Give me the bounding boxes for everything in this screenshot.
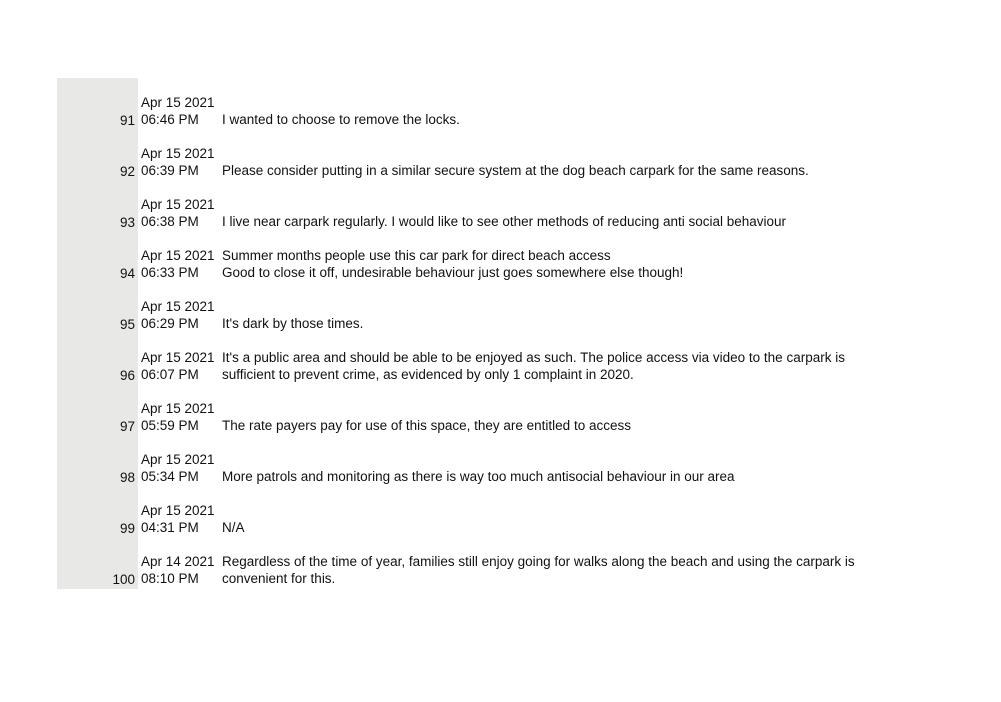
row-number: 92 <box>119 164 135 179</box>
comment-line <box>222 94 942 111</box>
row-comment <box>222 451 942 485</box>
row-datetime <box>141 349 221 383</box>
row-date: Apr 14 2021 <box>141 554 215 569</box>
comment-line <box>222 145 942 162</box>
row-number: 93 <box>119 215 135 230</box>
comment-line: It's dark by those times. <box>222 316 364 331</box>
row-time: 04:31 PM <box>141 520 199 535</box>
row-number: 96 <box>119 368 135 383</box>
row-date: Apr 15 2021 <box>141 248 215 263</box>
row-datetime <box>141 502 221 536</box>
row-number: 97 <box>119 419 135 434</box>
comment-line: I live near carpark regularly. I would like to see other methods of reducing anti social behaviour <box>222 214 787 229</box>
table-row <box>57 94 957 130</box>
row-comment <box>222 94 942 128</box>
row-time: 08:10 PM <box>141 571 199 586</box>
row-number: 98 <box>119 470 135 485</box>
table-row <box>57 349 957 385</box>
row-date: Apr 15 2021 <box>141 401 215 416</box>
table-row <box>57 400 957 436</box>
table-row <box>57 298 957 334</box>
comment-line <box>222 400 942 417</box>
comment-line: I wanted to choose to remove the locks. <box>222 112 460 127</box>
comment-line: N/A <box>222 520 245 535</box>
row-date: Apr 15 2021 <box>141 452 215 467</box>
row-datetime <box>141 553 221 587</box>
comment-line: Please consider putting in a similar secure system at the dog beach carpark for the same reasons. <box>222 163 809 178</box>
row-time: 06:33 PM <box>141 265 199 280</box>
row-comment <box>222 349 942 383</box>
row-datetime <box>141 247 221 281</box>
row-number: 94 <box>119 266 135 281</box>
row-comment <box>222 145 942 179</box>
row-comment <box>222 400 942 434</box>
row-time: 05:34 PM <box>141 469 199 484</box>
table-row <box>57 145 957 181</box>
row-number: 100 <box>112 572 135 587</box>
row-datetime <box>141 145 221 179</box>
comment-line: sufficient to prevent crime, as evidenced by only 1 complaint in 2020. <box>222 367 634 382</box>
row-date: Apr 15 2021 <box>141 299 215 314</box>
row-comment <box>222 298 942 332</box>
row-time: 06:46 PM <box>141 112 199 127</box>
row-comment <box>222 196 942 230</box>
row-number: 99 <box>119 521 135 536</box>
row-time: 05:59 PM <box>141 418 199 433</box>
row-number: 91 <box>119 113 135 128</box>
row-date: Apr 15 2021 <box>141 95 215 110</box>
comment-line: It's a public area and should be able to be enjoyed as such. The police access via video to the carpark is <box>222 350 845 365</box>
row-datetime <box>141 196 221 230</box>
row-date: Apr 15 2021 <box>141 350 215 365</box>
comment-line: More patrols and monitoring as there is way too much antisocial behaviour in our area <box>222 469 735 484</box>
comment-line <box>222 196 942 213</box>
row-date: Apr 15 2021 <box>141 503 215 518</box>
row-comment <box>222 247 942 281</box>
row-comment <box>222 553 942 587</box>
comment-line: Good to close it off, undesirable behaviour just goes somewhere else though! <box>222 265 684 280</box>
comment-line: Regardless of the time of year, families still enjoy going for walks along the beach and using the carpark is <box>222 554 855 569</box>
comment-line: Summer months people use this car park for direct beach access <box>222 248 611 263</box>
table-row <box>57 247 957 283</box>
row-datetime <box>141 451 221 485</box>
comment-line <box>222 298 942 315</box>
comment-line: convenient for this. <box>222 571 336 586</box>
comment-line: The rate payers pay for use of this space, they are entitled to access <box>222 418 631 433</box>
comment-line <box>222 502 942 519</box>
table-row <box>57 553 957 589</box>
row-date: Apr 15 2021 <box>141 146 215 161</box>
row-time: 06:39 PM <box>141 163 199 178</box>
row-time: 06:07 PM <box>141 367 199 382</box>
table-row <box>57 196 957 232</box>
table-row <box>57 502 957 538</box>
row-date: Apr 15 2021 <box>141 197 215 212</box>
row-datetime <box>141 400 221 434</box>
row-time: 06:38 PM <box>141 214 199 229</box>
table-row <box>57 451 957 487</box>
row-comment <box>222 502 942 536</box>
row-datetime <box>141 298 221 332</box>
comment-line <box>222 451 942 468</box>
row-time: 06:29 PM <box>141 316 199 331</box>
row-datetime <box>141 94 221 128</box>
row-number: 95 <box>119 317 135 332</box>
